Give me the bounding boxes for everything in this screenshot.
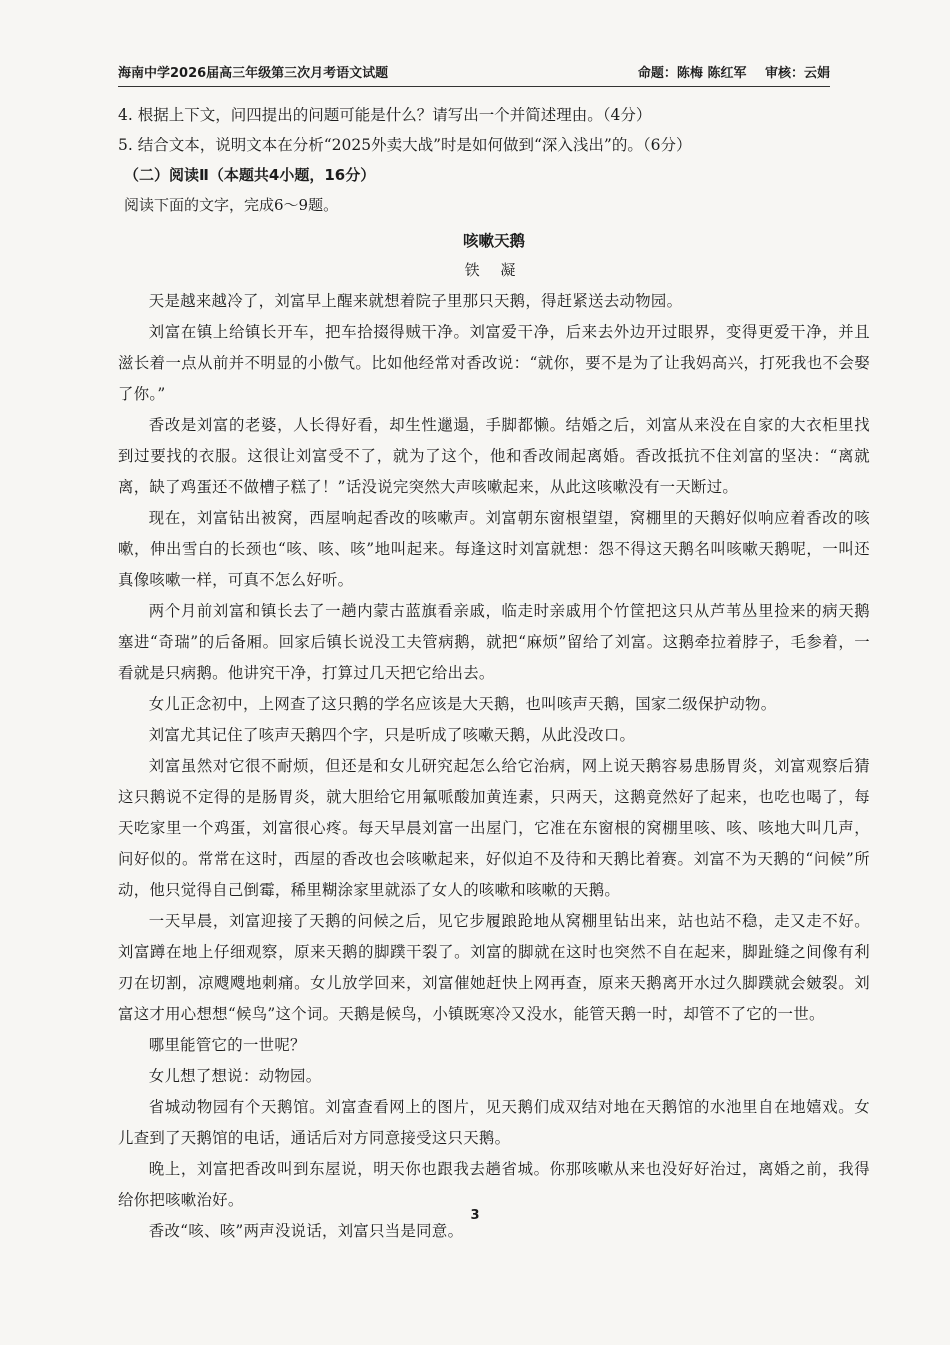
story-paragraph: 香改是刘富的老婆，人长得好看，却生性邋遢，手脚都懒。结婚之后，刘富从来没在自家的大衣柜里找到过要找的衣服。这很让刘富受不了，就为了这个，他和香改闹起离婚。香改抵抗不住刘富的坚决：“离就离，缺了鸡蛋还不做槽子糕了！”话没说完突然大声咳嗽起来，从此这咳嗽没有一天断过。 <box>118 416 870 496</box>
story-paragraph: 女儿正念初中，上网查了这只鹅的学名应该是大天鹅，也叫咳声天鹅，国家二级保护动物。 <box>148 695 777 713</box>
story-paragraph: 香改“咳、咳”两声没说话，刘富只当是同意。 <box>148 1222 464 1240</box>
header-credits <box>624 62 830 81</box>
story-paragraph: 刘富在镇上给镇长开车，把车拾掇得贼干净。刘富爱干净，后来去外边开过眼界，变得更爱干净，并且滋长着一点从前并不明显的小傲气。比如他经常对香改说：“就你，要不是为了让我妈高兴，打死我也不会娶了你。” <box>118 323 870 403</box>
story-author: 铁 凝 <box>464 261 524 279</box>
story-paragraph: 女儿想了想说：动物园。 <box>148 1067 322 1085</box>
setter-info: 命题：陈梅 陈红军 <box>637 66 747 81</box>
story-paragraph: 两个月前刘富和镇长去了一趟内蒙古蓝旗看亲戚，临走时亲戚用个竹筐把这只从芦苇丛里捡来的病天鹅塞进“奇瑞”的后备厢。回家后镇长说没工夫管病鹅，就把“麻烦”留给了刘富。这鹅牵拉着脖子，毛参着，一看就是只病鹅。他讲究干净，打算过几天把它给出去。 <box>118 602 870 682</box>
question-4: 4. 根据上下文，问四提出的问题可能是什么？请写出一个并简述理由。（4分） <box>118 106 652 124</box>
story-paragraph: 省城动物园有个天鹅馆。刘富查看网上的图片，见天鹅们成双结对地在天鹅馆的水池里自在地嬉戏。女儿查到了天鹅馆的电话，通话后对方同意接受这只天鹅。 <box>118 1098 870 1147</box>
story-paragraph: 刘富尤其记住了咳声天鹅四个字，只是听成了咳嗽天鹅，从此没改口。 <box>148 726 636 744</box>
question-5: 5. 结合文本，说明文本在分析“2025外卖大战”时是如何做到“深入浅出”的。（6分） <box>118 136 692 154</box>
section-heading: （二）阅读Ⅱ（本题共4小题，16分） <box>124 166 376 184</box>
story-paragraph: 天是越来越冷了，刘富早上醒来就想着院子里那只天鹅，得赶紧送去动物园。 <box>148 292 683 310</box>
story-paragraph: 刘富虽然对它很不耐烦，但还是和女儿研究起怎么给它治病，网上说天鹅容易患肠胃炎，刘富观察后猜这只鹅说不定得的是肠胃炎，就大胆给它用氟哌酸加黄连素，只两天，这鹅竟然好了起来，也吃也喝了，每天吃家里一个鸡蛋，刘富很心疼。每天早晨刘富一出屋门，它准在东窗根的窝棚里咳、咳、咳地大叫几声，问好似的。常常在这时，西屋的香改也会咳嗽起来，好似迫不及待和天鹅比着赛。刘富不为天鹅的“问候”所动，他只觉得自己倒霉，稀里糊涂家里就添了女人的咳嗽和咳嗽的天鹅。 <box>118 757 870 899</box>
story-paragraph: 哪里能管它的一世呢？ <box>148 1036 306 1054</box>
story-paragraph: 一天早晨，刘富迎接了天鹅的问候之后，见它步履踉跄地从窝棚里钻出来，站也站不稳，走又走不好。刘富蹲在地上仔细观察，原来天鹅的脚蹼干裂了。刘富的脚就在这时也突然不自在起来，脚趾缝之间像有利刃在切割，凉飕飕地刺痛。女儿放学回来，刘富催她赶快上网再查，原来天鹅离开水过久脚蹼就会皴裂。刘富这才用心想想“候鸟”这个词。天鹅是候鸟，小镇既寒冷又没水，能管天鹅一时，却管不了它的一世。 <box>118 912 870 1023</box>
story-paragraph: 现在，刘富钻出被窝，西屋响起香改的咳嗽声。刘富朝东窗根望望，窝棚里的天鹅好似响应着香改的咳嗽，伸出雪白的长颈也“咳、咳、咳”地叫起来。每逢这时刘富就想：怨不得这天鹅名叫咳嗽天鹅呢，一叫还真像咳嗽一样，可真不怎么好听。 <box>118 509 870 589</box>
reviewer-info: 审核：云娟 <box>764 66 830 81</box>
page-number: 3 <box>470 1208 480 1223</box>
story-paragraph: 晚上，刘富把香改叫到东屋说，明天你也跟我去趟省城。你那咳嗽从来也没好好治过，离婚之前，我得给你把咳嗽治好。 <box>118 1160 870 1209</box>
page-content <box>118 100 870 1247</box>
exam-header <box>118 62 830 87</box>
exam-title: 海南中学2026届高三年级第三次月考语文试题 <box>118 66 389 81</box>
section-instruction: 阅读下面的文字，完成6～9题。 <box>124 196 339 214</box>
story-title: 咳嗽天鹅 <box>462 232 525 250</box>
